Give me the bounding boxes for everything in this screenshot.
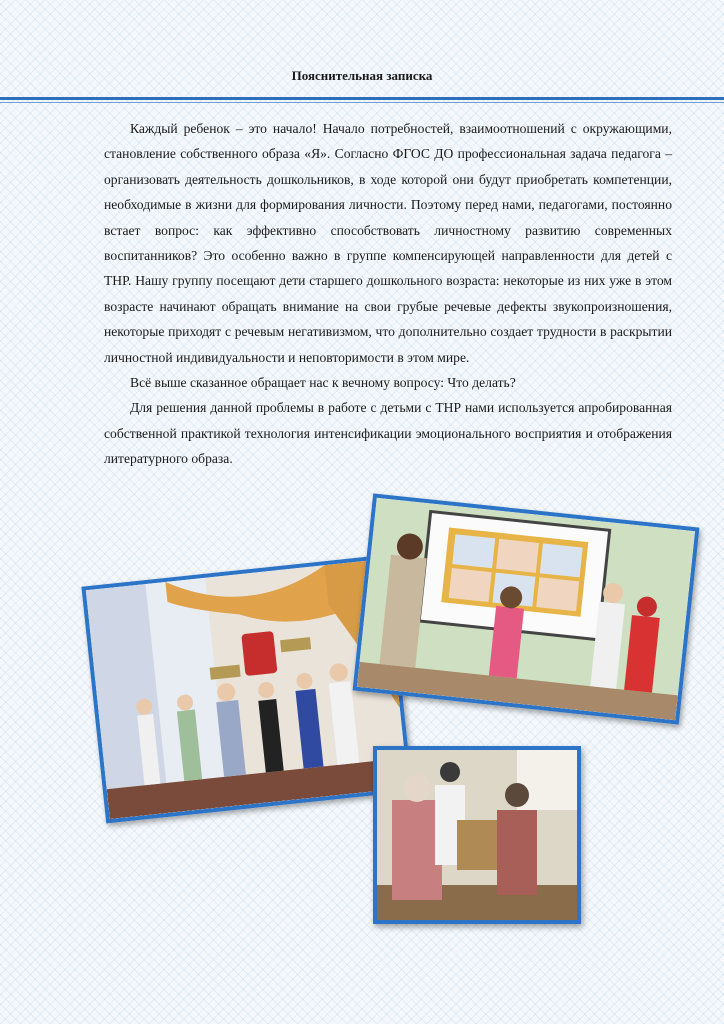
folk-costume-photo <box>373 746 581 924</box>
header-rule-thin <box>0 102 724 103</box>
paragraph: Всё выше сказанное обращает нас к вечному вопросу: Что делать? <box>130 375 516 391</box>
classroom-photo <box>353 493 700 724</box>
header-rule <box>0 97 724 100</box>
page-title: Пояснительная записка <box>291 68 433 83</box>
body-text <box>104 116 672 472</box>
paragraph: Каждый ребенок – это начало! Начало потребностей, взаимоотношений с окружающими, становление собственного образа «Я». Согласно ФГОС ДО профессиональная задача педагога – организовать деятельность дошкольников, в ходе которой они будут приобретать компетенции, необходимые в жизни для формирования личности. Поэтому перед нами, педагогами, постоянно встает вопрос: как эффективно способствовать личностному развитию современных воспитанников? Это особенно важно в группе компенсирующей направленности для детей с ТНР. Нашу группу посещают дети старшего дошкольного возраста: некоторые из них уже в этом возрасте начинают обращать внимание на свои грубые речевые дефекты звукопроизношения, некоторые приходят с речевым негативизмом, что дополнительно создает трудности в раскрытии личностной индивидуальности и неповторимости в этом мире. <box>104 121 672 365</box>
paragraph: Для решения данной проблемы в работе с детьми с ТНР нами используется апробированная собственной практикой технология интенсификации эмоционального восприятия и отображения литературного образа. <box>104 400 672 467</box>
